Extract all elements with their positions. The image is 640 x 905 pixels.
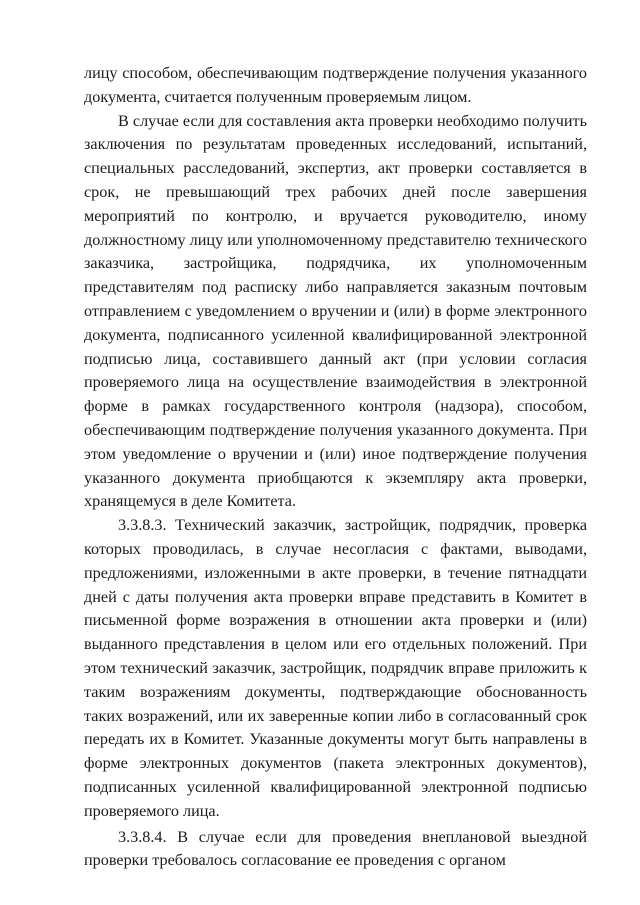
document-page xyxy=(84,62,587,873)
paragraph-3-3-8-3: 3.3.8.3. Технический заказчик, застройщик, подрядчик, проверка которых проводилась, в случае несогласия с фактами, выводами, предложениями, изложенными в акте проверки, в течение пятнадцати дней с даты получения акта проверки вправе представить в Комитет в письменной форме возражения в отношении акта проверки и (или) выданного представления в целом или его отдельных положений. При этом технический заказчик, застройщик, подрядчик вправе приложить к таким возражениям документы, подтверждающие обоснованность таких возражений, или их заверенные копии либо в согласованный срок передать их в Комитет. Указанные документы могут быть направлены в форме электронных документов (пакета электронных документов), подписанных усиленной квалифицированной электронной подписью проверяемого лица. xyxy=(84,516,587,820)
paragraph-3-3-8-4: 3.3.8.4. В случае если для проведения внеплановой выездной проверки требовалось согласование ее проведения с органом xyxy=(84,827,587,870)
paragraph-act-deadline: В случае если для составления акта проверки необходимо получить заключения по результатам проведенных исследований, испытаний, специальных расследований, экспертиз, акт проверки составляется в срок, не превышающий трех рабочих дней после завершения мероприятий по контролю, и вручается руководителю, иному должностному лицу или уполномоченному представителю технического заказчика, застройщика, подрядчика, их уполномоченным представителям под расписку либо направляется заказным почтовым отправлением с уведомлением о вручении и (или) в форме электронного документа, подписанного усиленной квалифицированной электронной подписью лица, составившего данный акт (при условии согласия проверяемого лица на осуществление взаимодействия в электронной форме в рамках государственного контроля (надзора), способом, обеспечивающим подтверждение получения указанного документа. При этом уведомление о вручении и (или) иное подтверждение получения указанного документа приобщаются к экземпляру акта проверки, хранящемуся в деле Комитета. xyxy=(84,111,587,511)
paragraph-continuation: лицу способом, обеспечивающим подтверждение получения указанного документа, считается полученным проверяемым лицом. xyxy=(84,64,587,106)
